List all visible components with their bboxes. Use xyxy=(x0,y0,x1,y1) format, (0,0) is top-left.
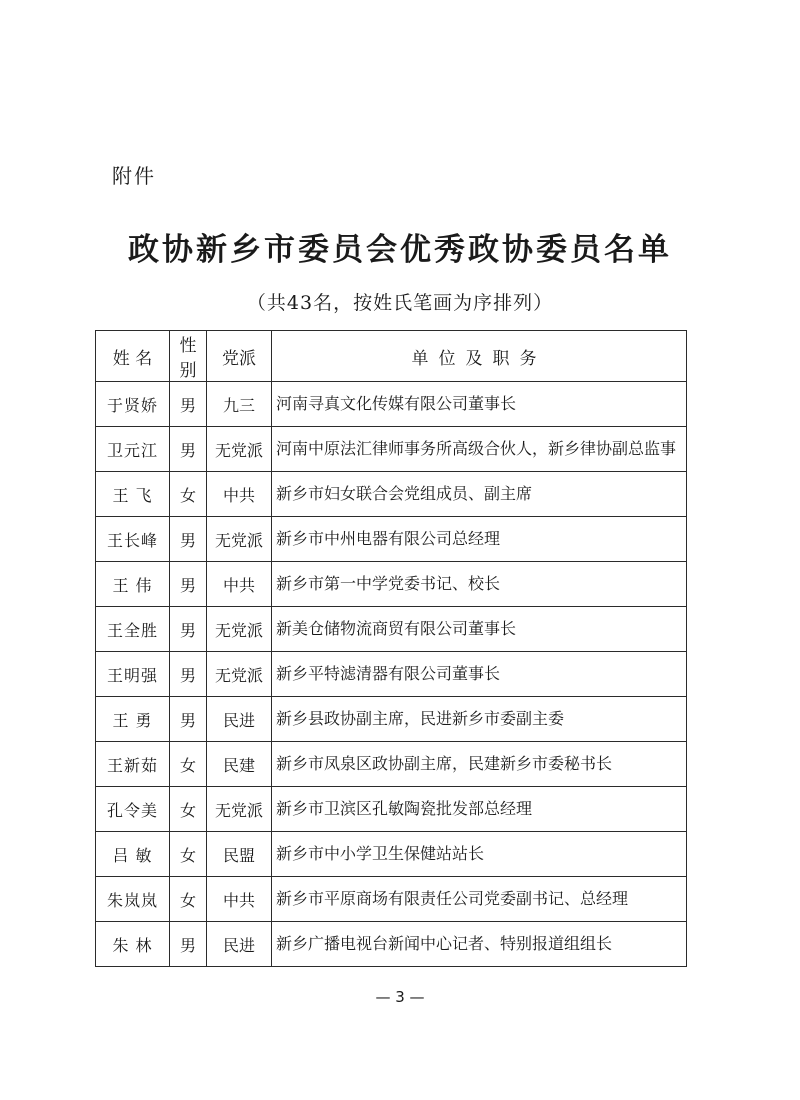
name-cell: 于贤娇 xyxy=(96,382,170,427)
table-row xyxy=(96,652,687,697)
table-header-row xyxy=(96,331,687,382)
header-role: 单位及职务 xyxy=(272,331,687,382)
gender-cell: 男 xyxy=(170,382,207,427)
party-cell: 无党派 xyxy=(207,787,272,832)
party-cell: 无党派 xyxy=(207,652,272,697)
document-title: 政协新乡市委员会优秀政协委员名单 xyxy=(128,232,672,268)
role-cell: 新乡市中州电器有限公司总经理 xyxy=(272,517,687,562)
name-cell: 王新茹 xyxy=(96,742,170,787)
party-cell: 民进 xyxy=(207,922,272,967)
party-cell: 九三 xyxy=(207,382,272,427)
table-row xyxy=(96,922,687,967)
role-cell: 河南寻真文化传媒有限公司董事长 xyxy=(272,382,687,427)
document-subtitle: （共43名，按姓氏笔画为序排列） xyxy=(246,292,554,314)
header-gender: 性别 xyxy=(170,331,207,382)
party-cell: 民进 xyxy=(207,697,272,742)
role-cell: 新乡市第一中学党委书记、校长 xyxy=(272,562,687,607)
party-cell: 中共 xyxy=(207,877,272,922)
table-row xyxy=(96,787,687,832)
attachment-label: 附件 xyxy=(112,164,156,188)
name-cell: 朱 林 xyxy=(96,922,170,967)
table-row xyxy=(96,472,687,517)
role-cell: 新乡市卫滨区孔敏陶瓷批发部总经理 xyxy=(272,787,687,832)
table-row xyxy=(96,382,687,427)
name-cell: 卫元江 xyxy=(96,427,170,472)
table-row xyxy=(96,562,687,607)
gender-cell: 男 xyxy=(170,562,207,607)
name-cell: 王全胜 xyxy=(96,607,170,652)
table-row xyxy=(96,742,687,787)
name-cell: 吕 敏 xyxy=(96,832,170,877)
table-row xyxy=(96,427,687,472)
role-cell: 新乡广播电视台新闻中心记者、特别报道组组长 xyxy=(272,922,687,967)
table-body xyxy=(96,382,687,967)
role-cell: 新乡市平原商场有限责任公司党委副书记、总经理 xyxy=(272,877,687,922)
gender-cell: 女 xyxy=(170,832,207,877)
page-number: — 3 — xyxy=(375,988,425,1006)
name-cell: 王 飞 xyxy=(96,472,170,517)
name-cell: 王 勇 xyxy=(96,697,170,742)
gender-cell: 女 xyxy=(170,742,207,787)
role-cell: 新乡市妇女联合会党组成员、副主席 xyxy=(272,472,687,517)
party-cell: 无党派 xyxy=(207,607,272,652)
gender-cell: 男 xyxy=(170,427,207,472)
role-cell: 河南中原法汇律师事务所高级合伙人，新乡律协副总监事 xyxy=(272,427,687,472)
role-cell: 新乡县政协副主席，民进新乡市委副主委 xyxy=(272,697,687,742)
role-cell: 新乡市凤泉区政协副主席，民建新乡市委秘书长 xyxy=(272,742,687,787)
member-table xyxy=(95,330,687,967)
table-row xyxy=(96,697,687,742)
role-cell: 新乡市中小学卫生保健站站长 xyxy=(272,832,687,877)
party-cell: 中共 xyxy=(207,472,272,517)
gender-cell: 女 xyxy=(170,472,207,517)
name-cell: 孔令美 xyxy=(96,787,170,832)
party-cell: 中共 xyxy=(207,562,272,607)
gender-cell: 男 xyxy=(170,697,207,742)
gender-cell: 男 xyxy=(170,607,207,652)
table-row xyxy=(96,832,687,877)
gender-cell: 男 xyxy=(170,517,207,562)
gender-cell: 男 xyxy=(170,652,207,697)
role-cell: 新乡平特滤清器有限公司董事长 xyxy=(272,652,687,697)
gender-cell: 女 xyxy=(170,787,207,832)
table-row xyxy=(96,877,687,922)
party-cell: 民盟 xyxy=(207,832,272,877)
role-cell: 新美仓储物流商贸有限公司董事长 xyxy=(272,607,687,652)
party-cell: 民建 xyxy=(207,742,272,787)
gender-cell: 男 xyxy=(170,922,207,967)
name-cell: 王长峰 xyxy=(96,517,170,562)
party-cell: 无党派 xyxy=(207,517,272,562)
header-name: 姓 名 xyxy=(96,331,170,382)
gender-cell: 女 xyxy=(170,877,207,922)
table-row xyxy=(96,517,687,562)
name-cell: 王明强 xyxy=(96,652,170,697)
party-cell: 无党派 xyxy=(207,427,272,472)
table-row xyxy=(96,607,687,652)
name-cell: 朱岚岚 xyxy=(96,877,170,922)
name-cell: 王 伟 xyxy=(96,562,170,607)
header-party: 党派 xyxy=(207,331,272,382)
